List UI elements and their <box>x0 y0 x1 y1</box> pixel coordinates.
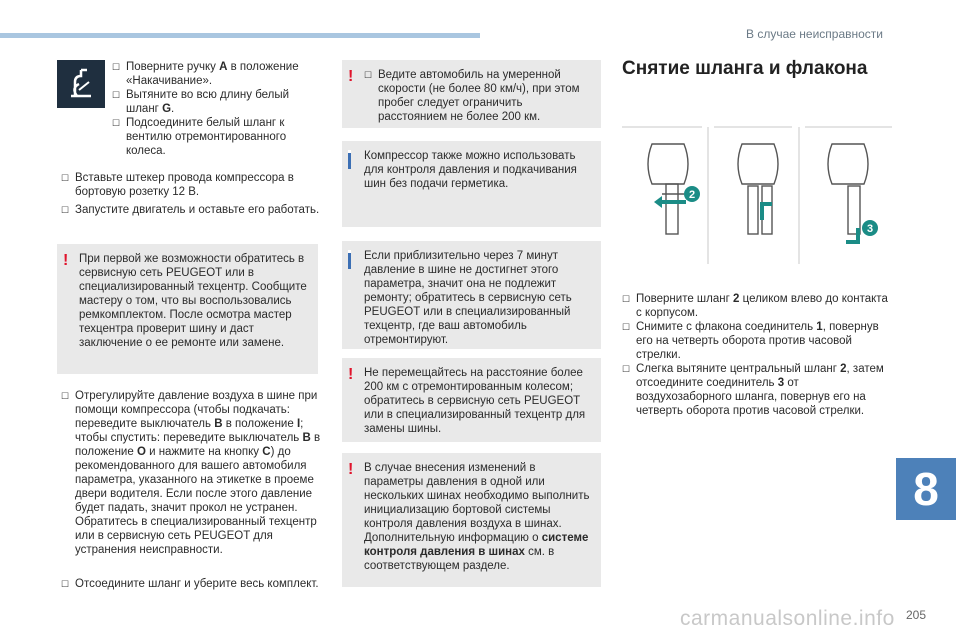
section-title: В случае неисправности <box>746 27 883 41</box>
figure-label: 2 <box>688 189 696 201</box>
watermark: carmanualsonline.info <box>680 607 895 630</box>
removal-bullets <box>622 292 892 418</box>
warning-icon: ! <box>348 461 354 478</box>
chapter-number: 8 <box>896 458 956 520</box>
warning-box: ! ☐ Ведите автомобиль на умеренной скорости (не более 80 км/ч), при этом пробег следует ограничить расстоянием не более 200 км. <box>342 60 601 128</box>
inflate-icon <box>57 60 105 108</box>
warning-icon: ! <box>348 68 354 85</box>
checkbox-icon: ☐ <box>61 579 70 589</box>
checkbox-icon: ☐ <box>622 294 631 304</box>
info-icon <box>348 250 351 269</box>
warning-icon: ! <box>63 252 69 269</box>
list-item: ☐ Слегка вытяните центральный шланг 2, затем отсоедините соединитель 3 от воздухозаборного шланга, повернув его на четверть оборота против часовой стрелки. <box>622 363 884 417</box>
intro-bullets <box>112 60 318 158</box>
checkbox-icon: ☐ <box>364 70 373 80</box>
list-item: ☐ Подсоедините белый шланг к вентилю отремонтированного колеса. <box>112 117 287 157</box>
warning-box: ! При первой же возможности обратитесь в сервисную сеть PEUGEOT или в специализированный техцентр. Сообщите мастеру о том, что вы воспользовались ремкомплектом. После осмотра мастер техцентра проверит шину и даст заключение о ее ремонте или замене. <box>57 244 318 374</box>
checkbox-icon: ☐ <box>112 90 121 100</box>
list-item: ☐ Поверните ручку A в положение «Накачивание». <box>112 61 299 87</box>
checkbox-icon: ☐ <box>61 391 70 401</box>
checkbox-icon: ☐ <box>61 173 70 183</box>
figure-label: 3 <box>866 223 874 235</box>
list-item: ☐ Снимите с флакона соединитель 1, повернув его на четверть оборота против часовой стрелки. <box>622 321 879 361</box>
checkbox-icon: ☐ <box>622 322 631 332</box>
info-icon <box>348 150 351 169</box>
info-box: Компрессор также можно использовать для контроля давления и подкачивания шин без подачи герметика. <box>342 141 601 227</box>
header-bar <box>0 33 480 38</box>
checkbox-icon: ☐ <box>112 62 121 72</box>
list-item: ☐ Отсоедините шланг и уберите весь комплект. <box>61 578 319 590</box>
hose-bottle-illustration <box>622 124 892 264</box>
warning-icon: ! <box>348 366 354 383</box>
warning-box: ! В случае внесения изменений в параметры давления в одной или нескольких шинах необходимо выполнить инициализацию бортовой системы контроля давления воздуха в шинах. Дополнительную информацию о системе контроля давления в шинах см. в соответствующем разделе. <box>342 453 601 587</box>
checkbox-icon: ☐ <box>61 205 70 215</box>
checkbox-icon: ☐ <box>622 364 631 374</box>
list-item: ☐ Вставьте штекер провода компрессора в бортовую розетку 12 В. <box>61 172 294 198</box>
checkbox-icon: ☐ <box>112 118 121 128</box>
page-number: 205 <box>906 608 927 622</box>
list-item: ☐ Вытяните во всю длину белый шланг G. <box>112 89 290 115</box>
list-item: ☐ Запустите двигатель и оставьте его работать. <box>61 204 320 216</box>
list-item: ☐ Поверните шланг 2 целиком влево до контакта с корпусом. <box>622 293 888 319</box>
list-item: ☐ Отрегулируйте давление воздуха в шине при помощи компрессора (чтобы подкачать: переведите выключатель B в положение I; чтобы спустить: переведите выключатель B в положение O и нажмите на кнопку C) до рекомендованного для вашего автомобиля параметра, указанного на этикетке в проеме двери водителя. Если после этого давление будет падать, значит прокол не устранен. Обратитесь в специализированный техцентр или в сервисную сеть PEUGEOT для устранения неисправности. <box>61 390 321 556</box>
page-title: Снятие шланга и флакона <box>622 58 868 79</box>
warning-box: ! Не перемещайтесь на расстояние более 200 км с отремонтированным колесом; обратитесь в сервисную сеть PEUGEOT или в специализированный техцентр для замены шины. <box>342 358 601 442</box>
info-box: Если приблизительно через 7 минут давление в шине не достигнет этого параметра, значит она не подлежит ремонту; обратитесь в сервисную сеть PEUGEOT или в специализированный техцентр, где ваш автомобиль отремонтируют. <box>342 241 601 349</box>
